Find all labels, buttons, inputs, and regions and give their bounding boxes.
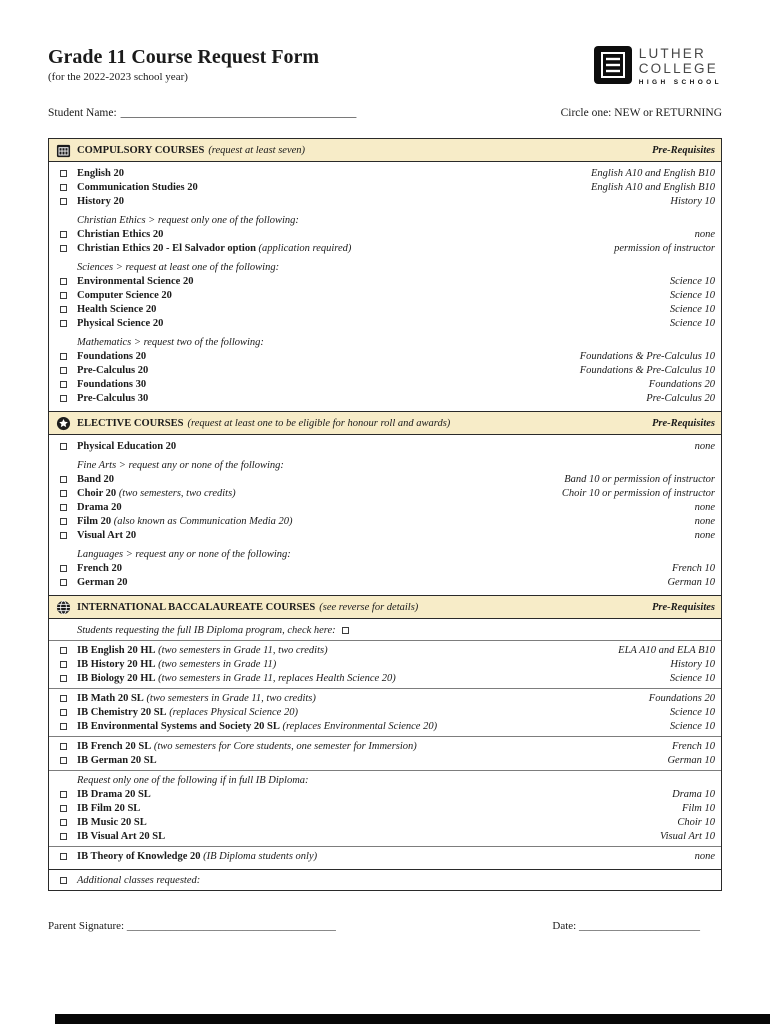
checkbox-cell (49, 757, 77, 764)
course-prereq: German 10 (667, 576, 715, 588)
course-prereq: Film 10 (682, 802, 715, 814)
course-name: IB Drama 20 SL (77, 788, 151, 800)
checkbox-cell (49, 518, 77, 525)
course-request-table (48, 138, 722, 891)
course-checkbox[interactable] (60, 675, 67, 682)
course-name: IB Film 20 SL (77, 802, 141, 814)
course-checkbox[interactable] (60, 532, 67, 539)
section-header (49, 411, 721, 435)
circle-one-block (561, 107, 722, 119)
student-name-block (48, 107, 356, 119)
checkbox-cell (49, 504, 77, 511)
course-row (49, 317, 721, 331)
course-group (49, 640, 721, 688)
group-note-text: Fine Arts > request any or none of the following: (77, 459, 284, 471)
course-row (49, 740, 721, 754)
course-prereq: permission of instructor (614, 242, 715, 254)
prerequisites-header: Pre-Requisites (652, 417, 715, 429)
course-row (49, 576, 721, 590)
logo-text-highschool: HIGH SCHOOL (638, 79, 722, 86)
course-checkbox[interactable] (60, 695, 67, 702)
student-name-label: Student Name: (48, 107, 117, 119)
course-prereq: History 10 (670, 195, 715, 207)
checkbox-cell (49, 292, 77, 299)
checkbox-cell (49, 661, 77, 668)
course-checkbox[interactable] (60, 170, 67, 177)
course-group (49, 736, 721, 770)
section-body (49, 619, 721, 869)
course-name: IB Environmental Systems and Society 20 SL (replaces Environmental Science 20) (77, 720, 438, 732)
course-name: Visual Art 20 (77, 529, 137, 541)
course-row (49, 672, 721, 686)
course-checkbox[interactable] (60, 709, 67, 716)
globe-icon (49, 600, 77, 615)
course-row (49, 303, 721, 317)
course-row (49, 706, 721, 720)
course-row (49, 392, 721, 406)
course-name: French 20 (77, 562, 123, 574)
course-detail: (two semesters in Grade 11, two credits) (155, 644, 328, 656)
course-row (49, 228, 721, 242)
course-prereq: French 10 (671, 740, 715, 752)
course-row (49, 440, 721, 454)
course-prereq: Science 10 (669, 289, 715, 301)
course-name: German 20 (77, 576, 128, 588)
group-note (77, 624, 721, 638)
page-header (48, 46, 722, 86)
section-title: INTERNATIONAL BACCALAUREATE COURSES (77, 601, 316, 613)
course-row (49, 242, 721, 256)
course-name: Physical Science 20 (77, 317, 164, 329)
checkbox-cell (49, 833, 77, 840)
page-title: Grade 11 Course Request Form (48, 46, 320, 68)
course-name: Drama 20 (77, 501, 122, 513)
course-row (49, 644, 721, 658)
course-prereq: Foundations 20 (648, 378, 715, 390)
course-detail: (two semesters, two credits) (116, 487, 236, 499)
course-checkbox[interactable] (60, 504, 67, 511)
course-checkbox[interactable] (60, 579, 67, 586)
course-checkbox[interactable] (60, 381, 67, 388)
course-group (49, 211, 721, 258)
course-name: Computer Science 20 (77, 289, 172, 301)
course-name: IB Visual Art 20 SL (77, 830, 166, 842)
course-detail: (replaces Environmental Science 20) (279, 720, 438, 732)
course-checkbox[interactable] (60, 833, 67, 840)
course-group (49, 258, 721, 333)
parent-signature-block (48, 920, 336, 932)
course-name: Band 20 (77, 473, 115, 485)
section-header (49, 595, 721, 619)
course-prereq: Choir 10 (677, 816, 715, 828)
course-detail: (application required) (255, 242, 352, 254)
checkbox-cell (49, 353, 77, 360)
course-prereq: Science 10 (669, 720, 715, 732)
checkbox-cell (49, 695, 77, 702)
section-title-note: (request at least seven) (208, 144, 306, 156)
course-prereq: Drama 10 (672, 788, 715, 800)
course-row (49, 802, 721, 816)
additional-classes-checkbox[interactable] (60, 877, 67, 884)
course-name: Foundations 30 (77, 378, 147, 390)
course-checkbox[interactable] (60, 292, 67, 299)
group-note-text: Mathematics > request two of the following: (77, 336, 264, 348)
course-checkbox[interactable] (60, 278, 67, 285)
course-name: English 20 (77, 167, 124, 179)
course-row (49, 850, 721, 864)
date-block (552, 920, 700, 932)
course-group (49, 846, 721, 866)
course-row (49, 692, 721, 706)
section-title-note: (see reverse for details) (319, 601, 419, 613)
course-detail: (IB Diploma students only) (200, 850, 318, 862)
course-prereq: German 10 (667, 754, 715, 766)
course-row (49, 658, 721, 672)
course-row (49, 754, 721, 768)
checkbox-cell (49, 184, 77, 191)
checkbox-cell (49, 490, 77, 497)
course-prereq: Band 10 or permission of instructor (564, 473, 715, 485)
course-row (49, 515, 721, 529)
course-name: Pre-Calculus 20 (77, 364, 149, 376)
course-group (49, 333, 721, 408)
parent-signature-field[interactable]: ______________________________________ (126, 920, 336, 932)
course-row (49, 720, 721, 734)
title-block (48, 46, 319, 83)
date-field[interactable]: ______________________ (579, 920, 700, 932)
course-name: Physical Education 20 (77, 440, 177, 452)
checkbox-cell (49, 245, 77, 252)
course-detail: (also known as Communication Media 20) (111, 515, 293, 527)
checkbox-cell (49, 743, 77, 750)
course-group (49, 437, 721, 456)
calendar-icon (49, 143, 77, 158)
course-detail: (two semesters for Core students, one semester for Immersion) (151, 740, 417, 752)
course-row (49, 289, 721, 303)
school-logo (594, 46, 722, 86)
course-detail: (two semesters in Grade 11, replaces Health Science 20) (155, 672, 396, 684)
course-checkbox[interactable] (60, 791, 67, 798)
page-subtitle: (for the 2022-2023 school year) (48, 71, 188, 83)
checkbox-cell (49, 675, 77, 682)
group-note (77, 261, 721, 275)
additional-classes-label: Additional classes requested: (77, 874, 201, 886)
course-prereq: Science 10 (669, 303, 715, 315)
group-note (77, 774, 721, 788)
course-prereq: none (694, 850, 715, 862)
course-name: History 20 (77, 195, 124, 207)
course-row (49, 195, 721, 209)
additional-classes-row (49, 869, 721, 890)
course-row (49, 473, 721, 487)
course-prereq: Pre-Calculus 20 (646, 392, 715, 404)
checkbox-cell (49, 306, 77, 313)
logo-text-college: COLLEGE (638, 60, 718, 76)
course-prereq: ELA A10 and ELA B10 (618, 644, 715, 656)
checkbox-cell (49, 443, 77, 450)
course-name: IB Biology 20 HL (two semesters in Grade 11, replaces Health Science 20) (77, 672, 396, 684)
checkbox-cell (49, 231, 77, 238)
course-prereq: English A10 and English B10 (590, 181, 715, 193)
student-info-row (48, 107, 722, 119)
date-label: Date: (552, 920, 577, 932)
section-title-note: (request at least one to be eligible for honour roll and awards) (187, 417, 451, 429)
logo-text (639, 46, 722, 86)
course-checkbox[interactable] (60, 306, 67, 313)
course-checkbox[interactable] (60, 661, 67, 668)
course-name: IB Chemistry 20 SL (replaces Physical Science 20) (77, 706, 298, 718)
course-prereq: Foundations 20 (648, 692, 715, 704)
course-name: Christian Ethics 20 (77, 228, 164, 240)
checkbox-cell (49, 532, 77, 539)
course-checkbox[interactable] (60, 476, 67, 483)
course-name: IB French 20 SL (two semesters for Core students, one semester for Immersion) (77, 740, 417, 752)
course-row (49, 830, 721, 844)
course-prereq: Visual Art 10 (659, 830, 715, 842)
group-note (77, 548, 721, 562)
course-name: Foundations 20 (77, 350, 147, 362)
course-name: IB Math 20 SL (two semesters in Grade 11, two credits) (77, 692, 316, 704)
course-name: Choir 20 (two semesters, two credits) (77, 487, 236, 499)
course-prereq: none (694, 515, 715, 527)
checkbox-cell (49, 819, 77, 826)
course-checkbox[interactable] (60, 320, 67, 327)
course-row (49, 562, 721, 576)
course-row (49, 181, 721, 195)
course-checkbox[interactable] (60, 853, 67, 860)
checkbox-cell (49, 278, 77, 285)
course-name: IB Theory of Knowledge 20 (IB Diploma students only) (77, 850, 318, 862)
checkbox-cell (49, 877, 77, 884)
checkbox-cell (49, 791, 77, 798)
student-name-field[interactable]: _________________________________________ (120, 107, 357, 119)
checkbox-cell (49, 565, 77, 572)
course-checkbox[interactable] (60, 245, 67, 252)
checkbox-cell (49, 647, 77, 654)
bottom-black-bar (55, 1014, 770, 1024)
course-checkbox[interactable] (60, 647, 67, 654)
group-note-text: Languages > request any or none of the following: (77, 548, 291, 560)
ib-diploma-checkbox[interactable] (342, 627, 349, 634)
section-body (49, 162, 721, 411)
course-prereq: Science 10 (669, 706, 715, 718)
course-row (49, 275, 721, 289)
course-prereq: English A10 and English B10 (590, 167, 715, 179)
course-checkbox[interactable] (60, 367, 67, 374)
section-title: ELECTIVE COURSES (77, 417, 184, 429)
group-note-text: Christian Ethics > request only one of the following: (77, 214, 299, 226)
course-group (49, 545, 721, 592)
star-icon (49, 416, 77, 431)
course-detail: (two semesters in Grade 11, two credits) (143, 692, 316, 704)
checkbox-cell (49, 320, 77, 327)
course-checkbox[interactable] (60, 490, 67, 497)
course-prereq: Science 10 (669, 317, 715, 329)
course-checkbox[interactable] (60, 198, 67, 205)
course-row (49, 487, 721, 501)
parent-signature-label: Parent Signature: (48, 920, 125, 932)
checkbox-cell (49, 579, 77, 586)
section-body (49, 435, 721, 595)
course-checkbox[interactable] (60, 743, 67, 750)
checkbox-cell (49, 381, 77, 388)
course-name: Film 20 (also known as Communication Media 20) (77, 515, 293, 527)
checkbox-cell (49, 476, 77, 483)
course-group (49, 164, 721, 211)
course-section (49, 139, 721, 411)
course-prereq: none (694, 440, 715, 452)
checkbox-cell (49, 170, 77, 177)
course-row (49, 816, 721, 830)
course-prereq: none (694, 228, 715, 240)
group-note-text: Students requesting the full IB Diploma program, check here: (77, 624, 336, 636)
course-detail: (replaces Physical Science 20) (166, 706, 298, 718)
course-row (49, 501, 721, 515)
course-checkbox[interactable] (60, 819, 67, 826)
course-prereq: none (694, 529, 715, 541)
course-name: IB Music 20 SL (77, 816, 147, 828)
course-row (49, 167, 721, 181)
course-row (49, 529, 721, 543)
course-row (49, 364, 721, 378)
group-note-text: Sciences > request at least one of the following: (77, 261, 280, 273)
course-checkbox[interactable] (60, 184, 67, 191)
course-group (49, 770, 721, 846)
prerequisites-header: Pre-Requisites (652, 144, 715, 156)
group-note-text: Request only one of the following if in full IB Diploma: (77, 774, 309, 786)
circle-one-options[interactable]: NEW or RETURNING (614, 107, 722, 119)
course-group (49, 621, 721, 640)
course-checkbox[interactable] (60, 757, 67, 764)
course-row (49, 788, 721, 802)
course-checkbox[interactable] (60, 723, 67, 730)
group-note (77, 459, 721, 473)
checkbox-cell (49, 367, 77, 374)
course-group (49, 688, 721, 736)
course-prereq: History 10 (670, 658, 715, 670)
course-row (49, 350, 721, 364)
course-checkbox[interactable] (60, 565, 67, 572)
course-prereq: Choir 10 or permission of instructor (561, 487, 715, 499)
course-prereq: French 10 (671, 562, 715, 574)
course-prereq: Foundations & Pre-Calculus 10 (579, 364, 715, 376)
course-checkbox[interactable] (60, 395, 67, 402)
checkbox-cell (49, 723, 77, 730)
course-row (49, 378, 721, 392)
section-header (49, 139, 721, 162)
course-prereq: Science 10 (669, 672, 715, 684)
course-name: IB English 20 HL (two semesters in Grade 11, two credits) (77, 644, 328, 656)
circle-one-label: Circle one: (560, 107, 612, 119)
prerequisites-header: Pre-Requisites (652, 601, 715, 613)
course-name: IB German 20 SL (77, 754, 157, 766)
checkbox-cell (49, 709, 77, 716)
logo-text-luther: LUTHER (638, 46, 706, 61)
course-name: Pre-Calculus 30 (77, 392, 149, 404)
checkbox-cell (49, 805, 77, 812)
college-logo-icon (594, 46, 632, 84)
course-name: Environmental Science 20 (77, 275, 194, 287)
group-note (77, 336, 721, 350)
checkbox-cell (49, 198, 77, 205)
course-prereq: none (694, 501, 715, 513)
course-detail: (two semesters in Grade 11) (155, 658, 277, 670)
course-checkbox[interactable] (60, 231, 67, 238)
checkbox-cell (49, 853, 77, 860)
course-section (49, 411, 721, 595)
course-name: IB History 20 HL (two semesters in Grade 11) (77, 658, 277, 670)
course-prereq: Foundations & Pre-Calculus 10 (579, 350, 715, 362)
course-checkbox[interactable] (60, 443, 67, 450)
course-checkbox[interactable] (60, 353, 67, 360)
course-prereq: Science 10 (669, 275, 715, 287)
course-name: Communication Studies 20 (77, 181, 198, 193)
course-section (49, 595, 721, 869)
course-name: Christian Ethics 20 - El Salvador option (application required) (77, 242, 352, 254)
checkbox-cell (49, 395, 77, 402)
course-group (49, 456, 721, 545)
course-name: Health Science 20 (77, 303, 157, 315)
course-checkbox[interactable] (60, 805, 67, 812)
course-checkbox[interactable] (60, 518, 67, 525)
group-note (77, 214, 721, 228)
section-title: COMPULSORY COURSES (77, 144, 205, 156)
signature-row (48, 920, 722, 932)
